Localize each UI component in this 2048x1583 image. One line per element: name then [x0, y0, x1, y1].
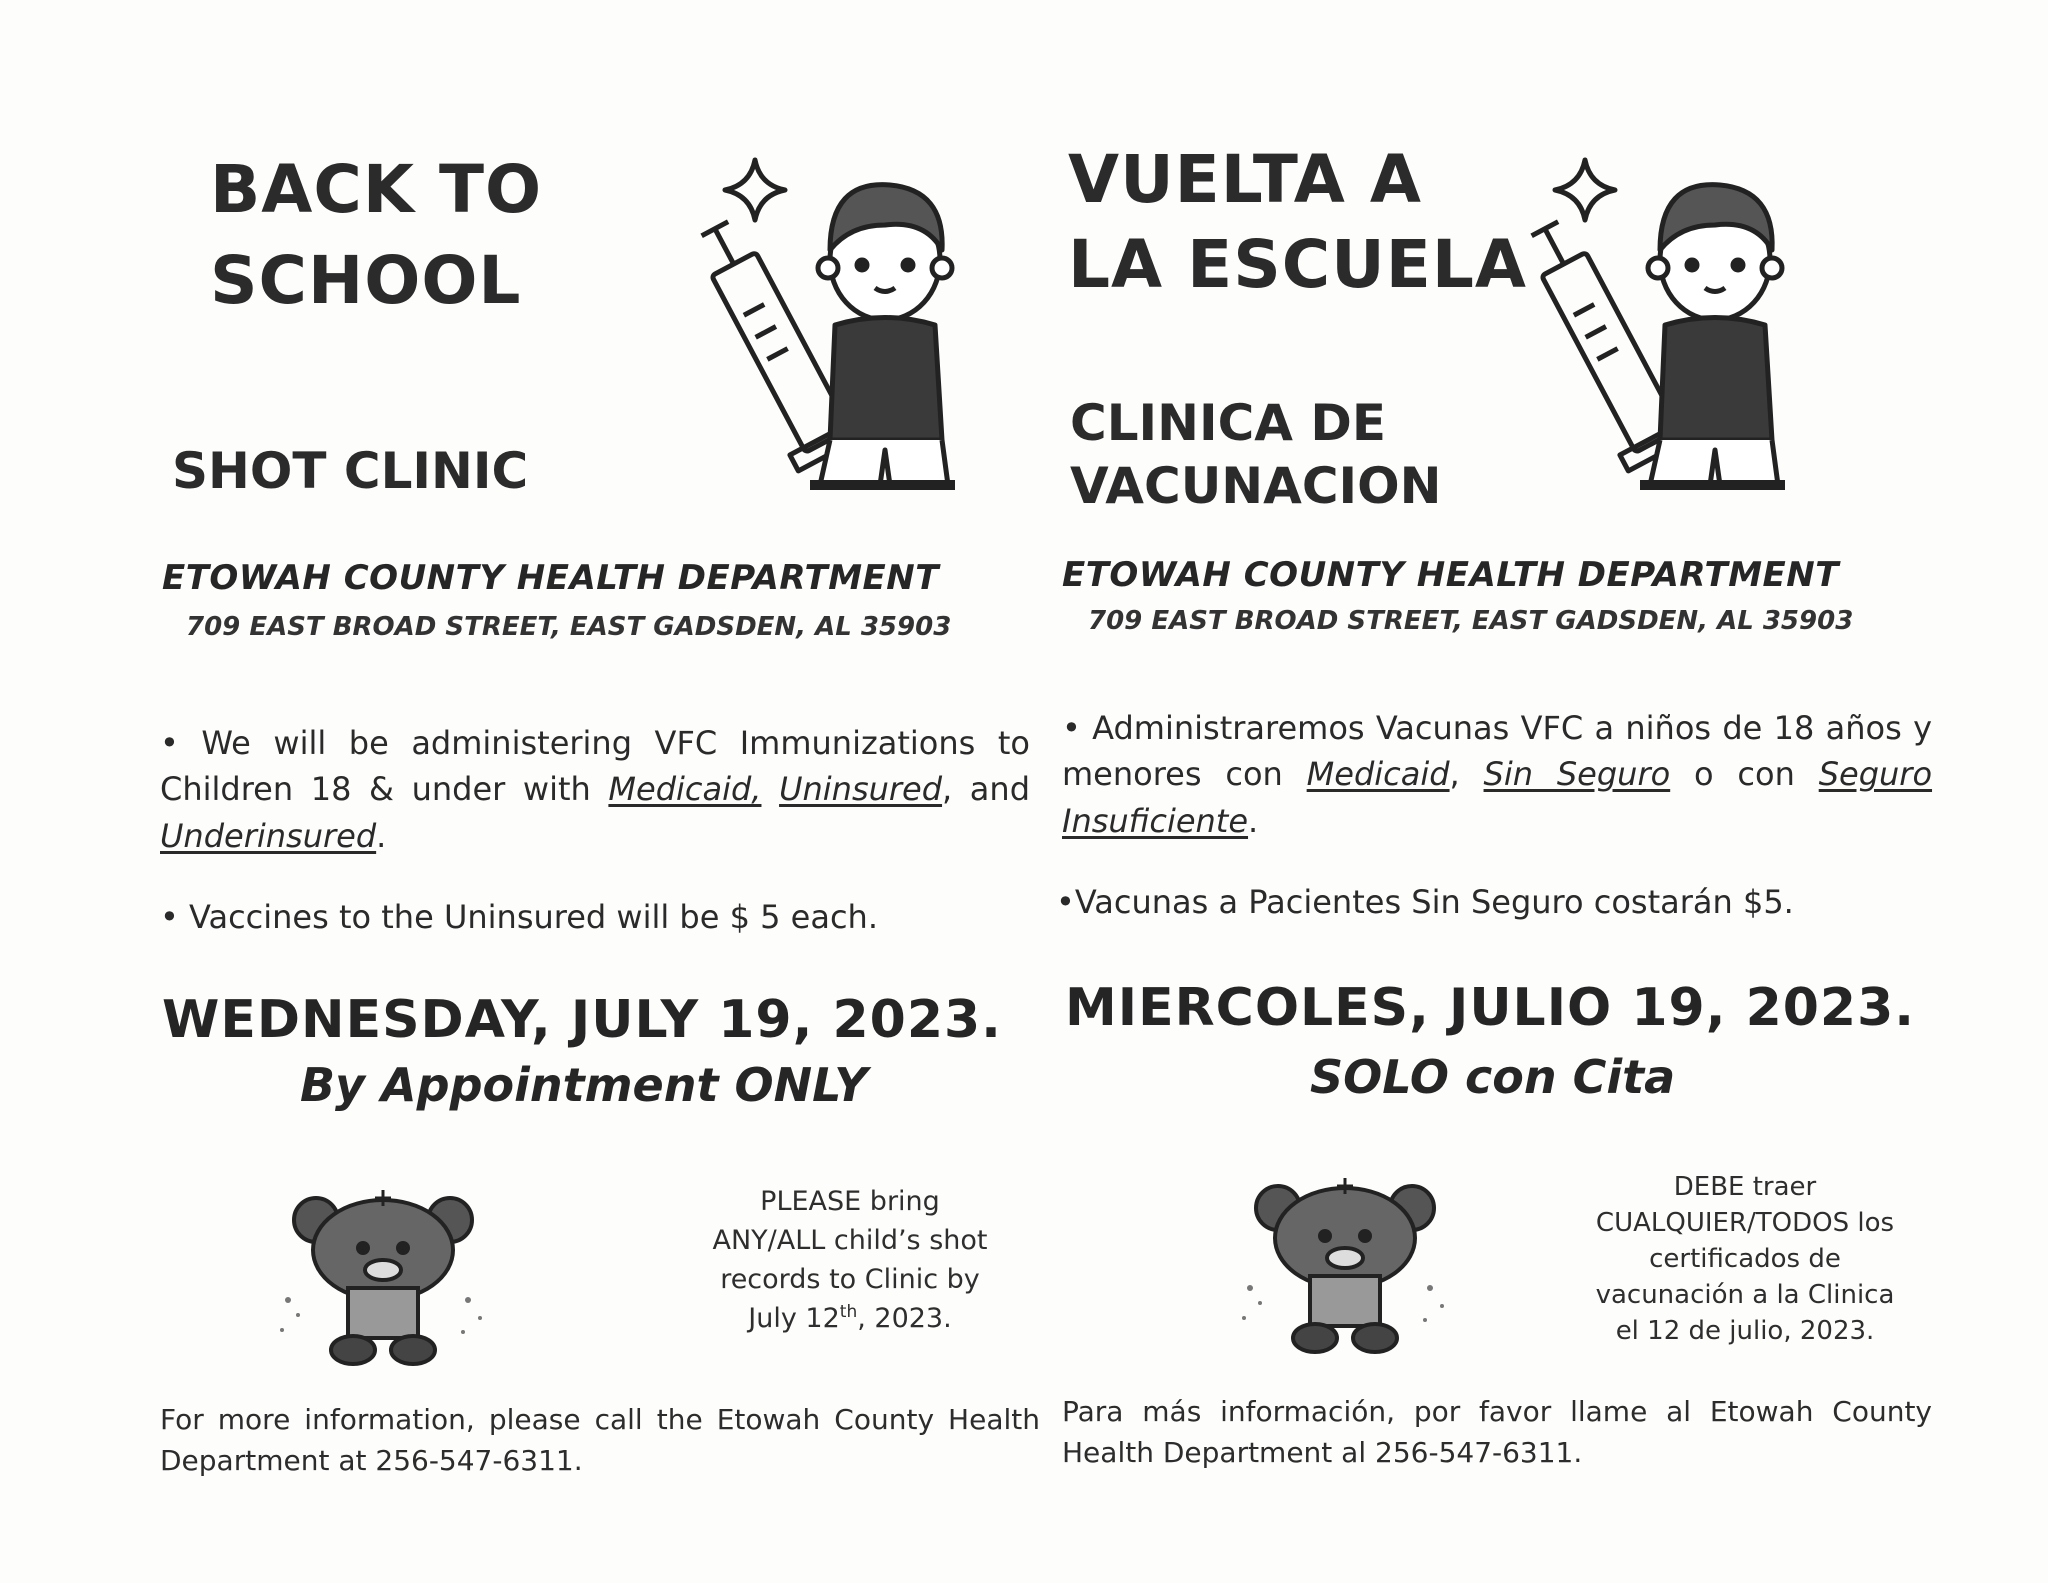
english-appointment: By Appointment ONLY — [300, 1058, 868, 1112]
english-bullet-1 — [160, 720, 1030, 859]
medicaid-text: Medicaid, — [608, 770, 762, 809]
comma-text: , — [1449, 755, 1484, 794]
period-text: . — [1248, 801, 1259, 840]
spanish-records-note — [1545, 1170, 1945, 1349]
english-records-note — [660, 1182, 1040, 1339]
english-bullet-1-text: • We will be administering VFC Immunizations to Children 18 & under with — [160, 724, 1030, 809]
english-department: ETOWAH COUNTY HEALTH DEPARTMENT — [162, 558, 939, 598]
spanish-records-line-4: vacunación a la Clinica — [1595, 1279, 1895, 1310]
spanish-footer: Para más información, por favor llame al Etowah County Health Department al 256-547-6311. — [1062, 1395, 1932, 1469]
english-subtitle: SHOT CLINIC — [172, 442, 529, 500]
records-date-text: July 12 — [748, 1303, 840, 1335]
spanish-title-line-1: VUELTA A — [1068, 141, 1422, 218]
underinsured-text: Underinsured — [160, 816, 377, 855]
nurse-bear-icon — [1230, 1178, 1460, 1358]
spanish-title-line-2: LA ESCUELA — [1068, 225, 1527, 303]
spanish-appointment: SOLO con Cita — [1310, 1050, 1676, 1104]
spanish-subtitle-line-2: VACUNACION — [1070, 456, 1442, 515]
sparkle-icon — [1555, 160, 1615, 220]
sparkle-icon — [725, 160, 785, 220]
medicaid-text: Medicaid — [1306, 755, 1450, 794]
english-bullet-2: • Vaccines to the Uninsured will be $ 5 each. — [160, 898, 878, 936]
english-footer: For more information, please call the Etowah County Health Department at 256-547-6311. — [160, 1403, 1040, 1477]
period-text: . — [376, 816, 387, 855]
spanish-subtitle — [1070, 392, 1441, 517]
english-records-line-4 — [660, 1299, 1040, 1338]
seguro-insuficiente-text: Seguro Insuficiente — [1062, 755, 1933, 840]
spanish-records-line-2: CUALQUIER/TODOS los — [1595, 1207, 1895, 1238]
o-con-text: o con — [1670, 755, 1819, 794]
spanish-title — [1068, 140, 1527, 305]
english-address: 709 EAST BROAD STREET, EAST GADSDEN, AL 35903 — [186, 612, 952, 642]
spanish-bullet-1-text: • Administraremos Vacunas VFC a niños de 18 años y menores con — [1062, 709, 1932, 794]
english-title — [210, 150, 542, 321]
spanish-records-line-5: el 12 de julio, 2023. — [1615, 1315, 1875, 1346]
english-records-line-1: PLEASE bring — [760, 1186, 940, 1217]
spanish-subtitle-line-1: CLINICA DE — [1070, 394, 1387, 452]
spanish-date: MIERCOLES, JULIO 19, 2023. — [1065, 978, 1916, 1038]
child-with-syringe-icon — [1510, 140, 1840, 510]
spacer-text — [761, 770, 779, 808]
uninsured-text: Uninsured — [779, 770, 943, 809]
english-date: WEDNESDAY, JULY 19, 2023. — [162, 990, 1002, 1050]
spanish-bullet-1 — [1062, 705, 1932, 844]
records-date-suffix: th — [839, 1302, 858, 1323]
spanish-records-line-3: certificados de — [1649, 1243, 1841, 1274]
records-year-text: , 2023. — [857, 1303, 952, 1335]
english-title-line-2: SCHOOL — [210, 241, 522, 319]
spanish-department: ETOWAH COUNTY HEALTH DEPARTMENT — [1062, 555, 1839, 595]
english-records-line-3: records to Clinic by — [720, 1264, 980, 1296]
spanish-records-line-1: DEBE traer — [1673, 1172, 1817, 1202]
nurse-bear-icon — [268, 1190, 498, 1370]
spanish-bullet-2: •Vacunas a Pacientes Sin Seguro costarán $5. — [1056, 883, 1794, 921]
and-text: , and — [942, 770, 1031, 809]
child-with-syringe-icon — [680, 140, 1010, 510]
spanish-address: 709 EAST BROAD STREET, EAST GADSDEN, AL 35903 — [1088, 606, 1854, 636]
english-records-line-2: ANY/ALL child’s shot — [712, 1225, 988, 1257]
english-title-line-1: BACK TO — [210, 151, 543, 228]
sin-seguro-text: Sin Seguro — [1483, 755, 1671, 794]
